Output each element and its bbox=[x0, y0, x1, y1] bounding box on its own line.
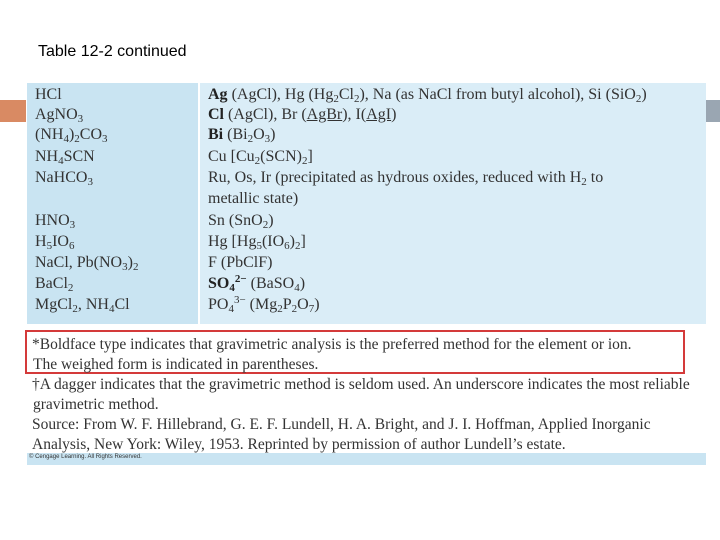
copyright-bar bbox=[27, 453, 706, 465]
element-cell: Ru, Os, Ir (precipitated as hydrous oxides, reduced with $H_2$ to bbox=[208, 169, 604, 188]
reagent-cell: $HNO_3$ bbox=[35, 212, 76, 231]
reagent-cell: $NH_4SCN$ bbox=[35, 148, 95, 167]
element-cell: metallic state) bbox=[208, 190, 299, 207]
element-column bbox=[200, 83, 706, 324]
copyright-text: © Cengage Learning. All Rights Reserved. bbox=[29, 454, 142, 460]
element-cell: F (PbClF) bbox=[208, 254, 273, 271]
reagent-cell: $H_5IO_6$ bbox=[35, 233, 75, 252]
element-cell: Cu $[Cu_2(SCN)_2]$ bbox=[208, 148, 313, 167]
slide-title: Table 12-2 continued bbox=[38, 43, 187, 60]
reagent-cell: MgCl$_2$, $NH_4Cl$ bbox=[35, 296, 130, 315]
reagent-cell: HCl bbox=[35, 86, 62, 103]
source-note-continued: Analysis, New York: Wiley, 1953. Reprinted by permission of author Lundell’s estate. bbox=[32, 436, 566, 453]
accent-bar-right bbox=[706, 100, 720, 122]
element-cell: Bi $(Bi_2O_3)$ bbox=[208, 126, 276, 145]
boldface-note-continued: The weighed form is indicated in parentheses. bbox=[33, 356, 319, 373]
reagent-cell: NaCl, $Pb(NO_3)_2$ bbox=[35, 254, 139, 273]
source-note: Source: From W. F. Hillebrand, G. E. F. Lundell, H. A. Bright, and J. I. Hoffman, Applied Inorganic bbox=[32, 416, 651, 433]
reagent-cell: $(NH_4)_2CO_3$ bbox=[35, 126, 108, 145]
dagger-note-continued: gravimetric method. bbox=[33, 396, 159, 413]
table-image bbox=[27, 83, 706, 465]
reagent-cell: BaCl$_2$ bbox=[35, 275, 74, 294]
element-cell: Hg $[Hg_5(IO_6)_2]$ bbox=[208, 233, 306, 252]
element-cell: Cl (AgCl), Br (AgBr), I(AgI) bbox=[208, 106, 397, 123]
table-band bbox=[27, 83, 706, 324]
reagent-cell: AgNO$_3$ bbox=[35, 106, 84, 125]
element-cell: Sn (SnO$_2$) bbox=[208, 212, 274, 231]
element-cell: $SO_4^{2-}$ (BaSO$_4$) bbox=[208, 273, 306, 294]
boldface-note: *Boldface type indicates that gravimetric analysis is the preferred method for the element or ion. bbox=[32, 336, 632, 353]
reagent-column bbox=[27, 83, 198, 324]
element-cell: $PO_4^{3-}$ $(Mg_2P_2O_7)$ bbox=[208, 294, 320, 315]
accent-bar-left bbox=[0, 100, 26, 122]
element-cell: Ag (AgCl), Hg $(Hg_2Cl_2)$, Na (as NaCl from butyl alcohol), Si (SiO$_2$) bbox=[208, 86, 647, 105]
dagger-note: †A dagger indicates that the gravimetric method is seldom used. An underscore indicates the most reliable bbox=[32, 376, 690, 393]
reagent-cell: NaHCO$_3$ bbox=[35, 169, 93, 188]
